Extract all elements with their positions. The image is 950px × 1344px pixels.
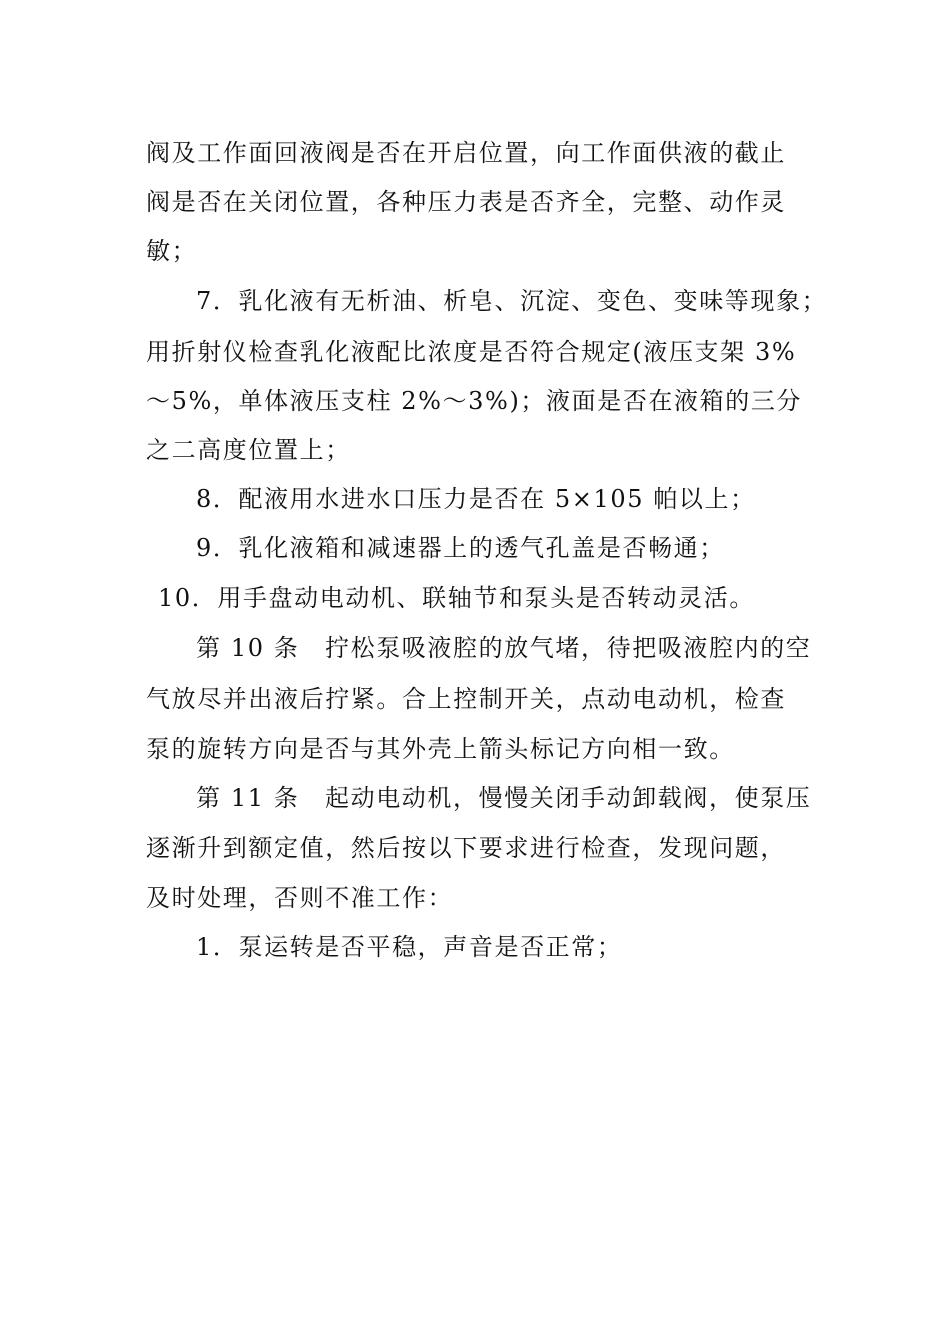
text-line: 9．乳化液箱和减速器上的透气孔盖是否畅通； <box>196 534 725 562</box>
text-line: 阀及工作面回液阀是否在开启位置，向工作面供液的截止 <box>146 139 786 167</box>
text-line: 第 10 条 拧松泵吸液腔的放气堵，待把吸液腔内的空 <box>196 634 812 662</box>
text-line: 逐渐升到额定值，然后按以下要求进行检查，发现问题， <box>146 834 786 862</box>
text-line: 用折射仪检查乳化液配比浓度是否符合规定(液压支架 3% <box>146 338 797 366</box>
text-line: 之二高度位置上； <box>146 436 351 464</box>
text-line: 8．配液用水进水口压力是否在 5×105 帕以上； <box>196 485 756 513</box>
text-line: 阀是否在关闭位置，各种压力表是否齐全，完整、动作灵 <box>146 188 786 216</box>
text-line: 第 11 条 起动电动机，慢慢关闭手动卸载阀，使泵压 <box>196 784 812 812</box>
text-line: 10．用手盘动电动机、联轴节和泵头是否转动灵活。 <box>158 584 755 612</box>
text-line: 7．乳化液有无析油、析皂、沉淀、变色、变味等现象； <box>196 287 828 315</box>
text-line: 敏； <box>146 237 198 265</box>
text-line: 泵的旋转方向是否与其外壳上箭头标记方向相一致。 <box>146 735 735 763</box>
text-line: ～5%，单体液压支柱 2%～3%)；液面是否在液箱的三分 <box>146 387 803 415</box>
text-line: 及时处理，否则不准工作： <box>146 884 454 912</box>
text-line: 气放尽并出液后拧紧。合上控制开关，点动电动机，检查 <box>146 685 786 713</box>
text-line: 1．泵运转是否平稳，声音是否正常； <box>196 933 623 961</box>
